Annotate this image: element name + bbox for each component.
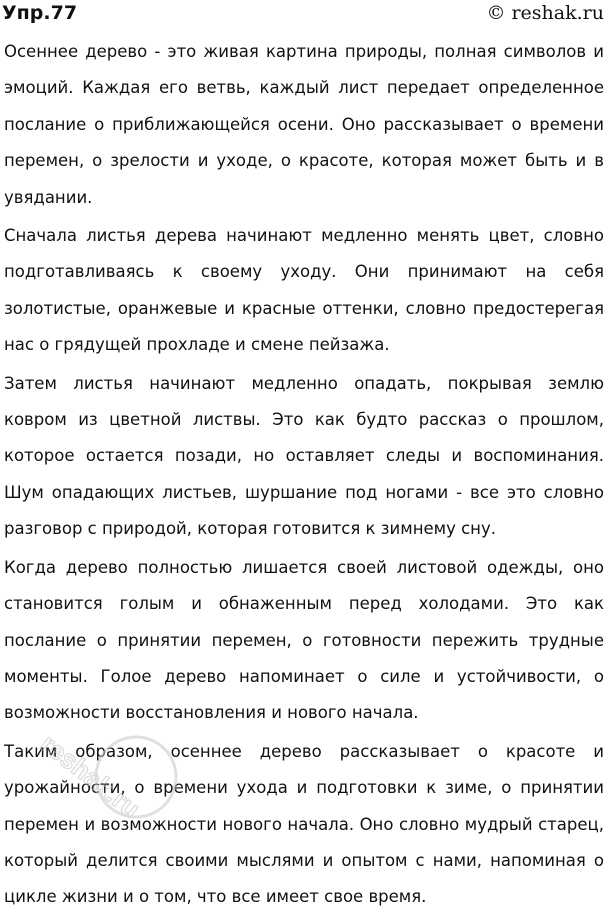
essay-text — [4, 34, 604, 918]
paragraph-3: Затем листья начинают медленно опадать, покрывая землю ковром из цветной листвы. Это как будто рассказ о прошлом, которое остается позади, но оставляет следы и воспоминания. Шум опадающих листьев, шуршание под ногами - все это словно разговор с природой, которая готовится к зимнему сну. — [4, 373, 604, 539]
source-credit: © reshak.ru — [486, 2, 604, 24]
paragraph-5: Таким образом, осеннее дерево рассказывает о красоте и урожайности, о времени ухода и подготовки к зиме, о принятии перемен и возможности нового начала. Оно словно мудрый старец, который делится своими мыслями и опытом с нами, напоминая о цикле жизни и о том, что все имеет свое время. — [4, 741, 604, 907]
header — [0, 0, 610, 26]
watermark-text: reshak.ru — [35, 728, 146, 824]
paragraph-4: Когда дерево полностью лишается своей листовой одежды, оно становится голым и обнаженным перед холодами. Это как послание о принятии перемен, о готовности пережить трудные моменты. Голое дерево напоминает о силе и устойчивости, о возможности восстановления и нового начала. — [4, 557, 604, 723]
exercise-title: Упр.77 — [2, 2, 78, 24]
paragraph-1: Осеннее дерево - это живая картина природы, полная символов и эмоций. Каждая его ветвь, каждый лист передает определенное послание о приближающейся осени. Оно рассказывает о времени перемен, о зрелости и уходе, о красоте, которая может быть и в увядании. — [4, 42, 604, 207]
paragraph-2: Сначала листья дерева начинают медленно менять цвет, словно подготавливаясь к своему уходу. Они принимают на себя золотистые, оранжевые и красные оттенки, словно предостерегая нас о грядущей прохладе и смене пейзажа. — [4, 226, 604, 355]
